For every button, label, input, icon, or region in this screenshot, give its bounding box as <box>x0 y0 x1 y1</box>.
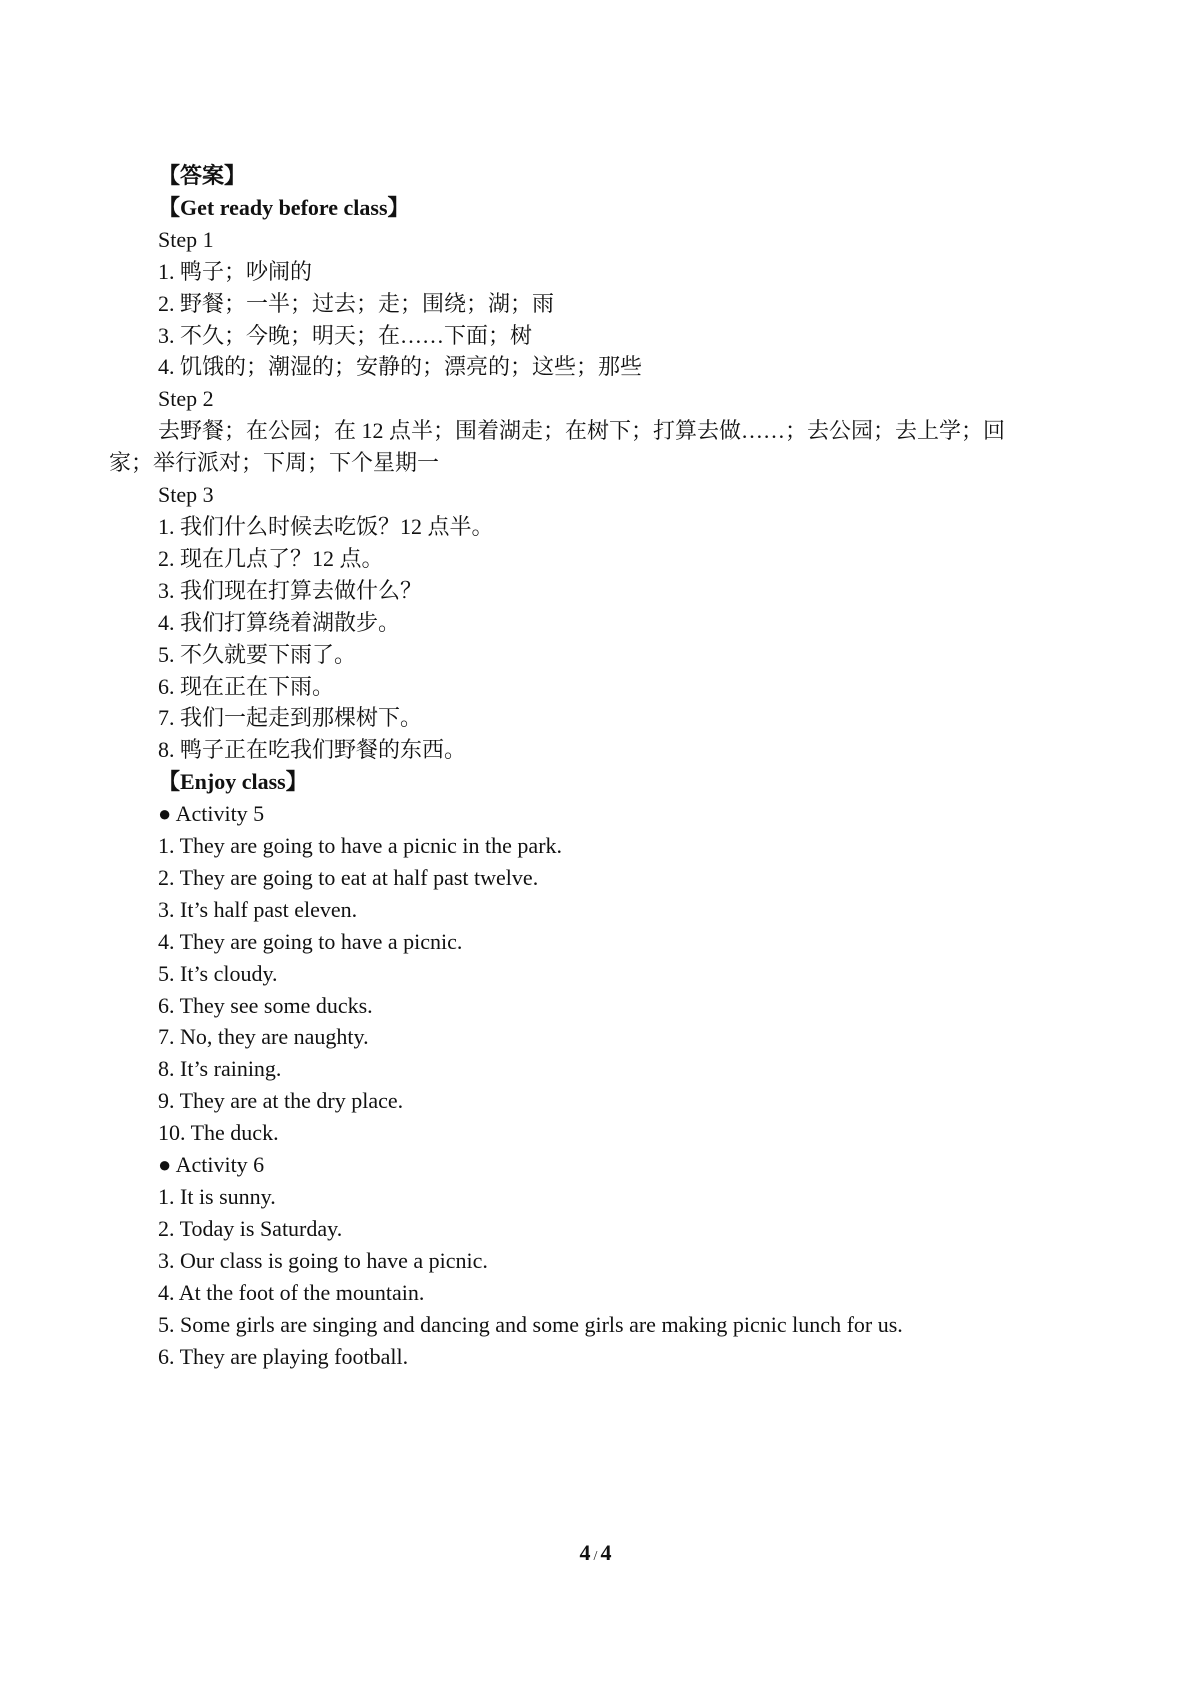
activity6-item-5: 5. Some girls are singing and dancing and some girls are making picnic lunch for us. <box>158 1311 903 1337</box>
activity6-item-3: 3. Our class is going to have a picnic. <box>158 1247 488 1273</box>
step3-item-3: 3. 我们现在打算去做什么？ <box>158 577 423 603</box>
step3-item-6: 6. 现在正在下雨。 <box>158 673 335 699</box>
step1-item-4: 4. 饥饿的；潮湿的；安静的；漂亮的；这些；那些 <box>158 354 643 380</box>
get-ready-heading: 【Get ready before class】 <box>158 194 410 220</box>
activity6-item-2: 2. Today is Saturday. <box>158 1215 343 1241</box>
step1-item-3: 3. 不久；今晚；明天；在……下面；树 <box>158 322 533 348</box>
total-pages: 4 <box>600 1540 612 1565</box>
answer-heading: 【答案】 <box>158 163 247 188</box>
document-body <box>109 160 1098 1372</box>
activity5-item-5: 5. It’s cloudy. <box>158 960 278 986</box>
step1-item-2: 2. 野餐；一半；过去；走；围绕；湖；雨 <box>158 290 555 316</box>
step3-item-4: 4. 我们打算绕着湖散步。 <box>158 609 401 635</box>
step1-item-1: 1. 鸭子；吵闹的 <box>158 258 313 284</box>
step3-label: Step 3 <box>158 482 214 508</box>
step3-item-5: 5. 不久就要下雨了。 <box>158 641 357 667</box>
page-separator: / <box>593 1549 598 1564</box>
current-page: 4 <box>579 1540 591 1565</box>
step3-item-1: 1. 我们什么时候去吃饭？12 点半。 <box>158 513 494 539</box>
activity5-label: ● Activity 5 <box>158 801 265 827</box>
enjoy-class-heading: 【Enjoy class】 <box>158 769 308 795</box>
activity5-item-9: 9. They are at the dry place. <box>158 1088 404 1114</box>
activity5-item-1: 1. They are going to have a picnic in the park. <box>158 833 563 859</box>
activity5-item-6: 6. They see some ducks. <box>158 992 373 1018</box>
step2-line-1: 去野餐；在公园；在 12 点半；围着湖走；在树下；打算去做……；去公园；去上学；回 <box>158 418 1006 444</box>
activity5-item-4: 4. They are going to have a picnic. <box>158 928 463 954</box>
activity5-item-8: 8. It’s raining. <box>158 1056 282 1082</box>
activity6-item-4: 4. At the foot of the mountain. <box>158 1279 425 1305</box>
activity5-item-2: 2. They are going to eat at half past twelve. <box>158 864 539 890</box>
page-number <box>0 1540 1191 1566</box>
step3-item-7: 7. 我们一起走到那棵树下。 <box>158 705 423 731</box>
step3-item-2: 2. 现在几点了？12 点。 <box>158 545 384 571</box>
step1-label: Step 1 <box>158 226 214 252</box>
activity5-item-7: 7. No, they are naughty. <box>158 1024 369 1050</box>
step2-line-2: 家；举行派对；下周；下个星期一 <box>109 450 440 476</box>
step2-label: Step 2 <box>158 386 214 412</box>
activity6-label: ● Activity 6 <box>158 1152 265 1178</box>
activity6-item-6: 6. They are playing football. <box>158 1343 409 1369</box>
activity6-item-1: 1. It is sunny. <box>158 1184 276 1209</box>
activity5-item-3: 3. It’s half past eleven. <box>158 896 358 922</box>
activity5-item-10: 10. The duck. <box>158 1120 279 1146</box>
step3-item-8: 8. 鸭子正在吃我们野餐的东西。 <box>158 737 467 763</box>
